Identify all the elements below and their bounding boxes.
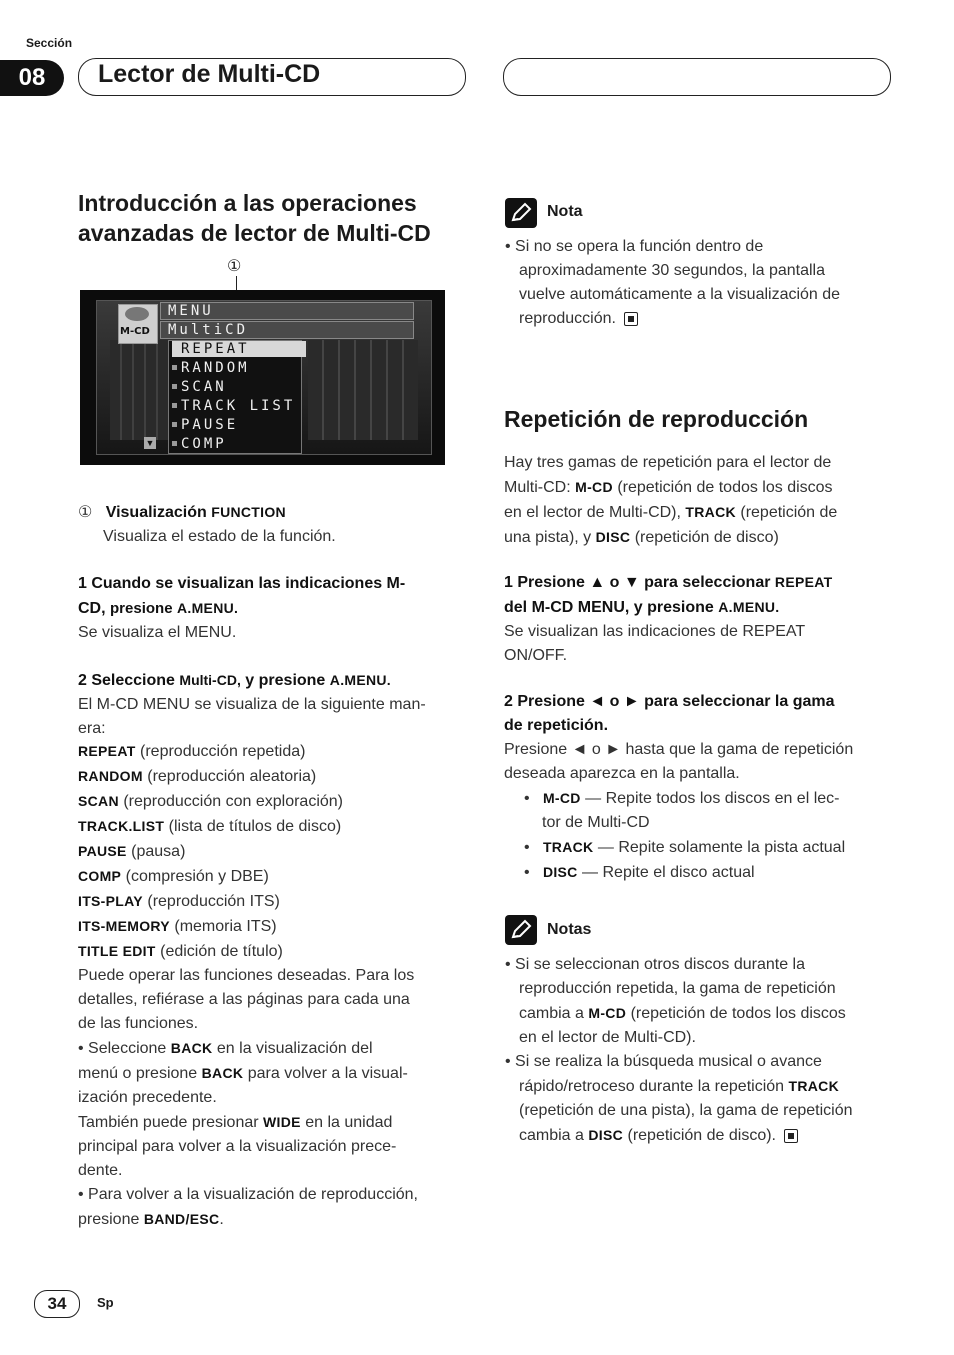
screen-item-pause: PAUSE bbox=[181, 417, 239, 433]
end-mark-icon bbox=[624, 312, 638, 326]
screen-bg-left bbox=[110, 340, 170, 440]
callout-marker: ① bbox=[227, 258, 242, 275]
list-item: • DISC — Repite el disco actual bbox=[524, 864, 755, 881]
page-number: 34 bbox=[34, 1290, 80, 1318]
step-2-right: 2 Presione ◄ o ► para seleccionar la gama de repetición. Presione ◄ o ► hasta que la gama de repetición deseada aparezca en la pantalla. bbox=[504, 693, 854, 782]
bullet-icon bbox=[172, 365, 177, 370]
mcd-menu-screen bbox=[80, 290, 445, 465]
section-number-badge: 08 bbox=[0, 60, 64, 96]
bullet-icon bbox=[172, 384, 177, 389]
list-item: ITS-PLAY (reproducción ITS) bbox=[78, 893, 280, 910]
step-1-left: 1 Cuando se visualizan las indicaciones M- CD, presione A.MENU. Se visualiza el MENU. bbox=[78, 575, 406, 641]
disc-icon: M-CD bbox=[118, 304, 158, 344]
list-item: TITLE EDIT (edición de título) bbox=[78, 943, 283, 960]
list-item: • M-CD — Repite todos los discos en el lec- bbox=[524, 790, 840, 807]
list-item: ITS-MEMORY (memoria ITS) bbox=[78, 918, 277, 935]
end-mark-icon bbox=[784, 1129, 798, 1143]
language-code: Sp bbox=[97, 1295, 114, 1310]
list-item: REPEAT (reproducción repetida) bbox=[78, 743, 306, 760]
note-text: • Si no se opera la función dentro de aproximadamente 30 segundos, la pantalla vuelve automáticamente a la visualización de reproducción. bbox=[505, 238, 841, 327]
screen-item-random: RANDOM bbox=[181, 360, 250, 376]
notes-pencil-icon bbox=[505, 915, 537, 945]
multicd-title: MultiCD bbox=[168, 322, 249, 338]
menu-function-list: REPEAT (reproducción repetida) RANDOM (reproducción aleatoria) SCAN (reproducción con exploración) TRACK.LIST (lista de títulos de disco) PAUSE (pausa) COMP (compresión y DBE) ITS-PLAY (reproducción ITS) ITS-MEMORY (memoria ITS) TITLE EDIT (edición de título) Puede operar las funciones deseadas. Para los detalles, refiérase a las páginas para cada una de las funciones. • Seleccione BACK en la visualización del menú o presione BACK para volver a la visual- ización precedente. También puede presionar WIDE en la unidad principal para volver a la visualización prece- dente. • Para volver a la visualización de reproducción, presione BAND/ESC. bbox=[78, 739, 418, 1232]
step-1-right: 1 Presione ▲ o ▼ para seleccionar REPEAT del M-CD MENU, y presione A.MENU. Se visualizan las indicaciones de REPEAT ON/OFF. bbox=[504, 574, 833, 664]
notes-text: • Si se seleccionan otros discos durante la reproducción repetida, la gama de repetición cambia a M-CD (repetición de todos los discos en el lector de Multi-CD). • Si se realiza la búsqueda musical o avance rápido/retroceso durante la repetición TRACK (repetición de una pista), la gama de repetición cambia a DISC (repetición de disco). bbox=[505, 956, 853, 1144]
notes-title: Notas bbox=[547, 921, 592, 938]
note-pencil-icon bbox=[505, 198, 537, 228]
list-item: SCAN (reproducción con exploración) bbox=[78, 793, 343, 810]
section-label: Sección bbox=[26, 36, 73, 50]
bullet-icon bbox=[172, 403, 177, 408]
menu-title: MENU bbox=[168, 303, 214, 319]
list-item: COMP (compresión y DBE) bbox=[78, 868, 269, 885]
function-display-item: ① Visualización FUNCTION Visualiza el estado de la función. bbox=[78, 504, 336, 545]
header-empty-frame bbox=[503, 58, 891, 96]
list-item: TRACK.LIST (lista de títulos de disco) bbox=[78, 818, 342, 835]
repeat-heading: Repetición de reproducción bbox=[504, 406, 809, 432]
section-heading: Introducción a las operaciones avanzadas de lector de Multi-CD bbox=[78, 190, 431, 246]
repeat-intro: Hay tres gamas de repetición para el lector de Multi-CD: M-CD (repetición de todos los discos en el lector de Multi-CD), TRACK (repetición de una pista), y DISC (repetición de disco) bbox=[504, 454, 838, 546]
repeat-range-list: • M-CD — Repite todos los discos en el lec- tor de Multi-CD • TRACK — Repite solamente la pista actual • DISC — Repite el disco actual bbox=[524, 786, 845, 885]
list-item: • TRACK — Repite solamente la pista actual bbox=[524, 839, 846, 856]
list-item: PAUSE (pausa) bbox=[78, 843, 186, 860]
screen-bg-right bbox=[308, 340, 418, 440]
bullet-icon bbox=[172, 422, 177, 427]
page-title: Lector de Multi-CD bbox=[98, 60, 321, 88]
list-item: RANDOM (reproducción aleatoria) bbox=[78, 768, 317, 785]
bullet-icon bbox=[172, 441, 177, 446]
step-2-left: 2 Seleccione Multi-CD, y presione A.MENU. El M-CD MENU se visualiza de la siguiente man- era: bbox=[78, 672, 426, 737]
screen-item-track-list: TRACK LIST bbox=[181, 398, 296, 414]
screen-item-scan: SCAN bbox=[181, 379, 227, 395]
screen-item-repeat: REPEAT bbox=[181, 341, 250, 357]
note-title: Nota bbox=[547, 203, 583, 220]
scroll-down-icon: ▼ bbox=[145, 438, 155, 448]
screen-item-comp: COMP bbox=[181, 436, 227, 452]
